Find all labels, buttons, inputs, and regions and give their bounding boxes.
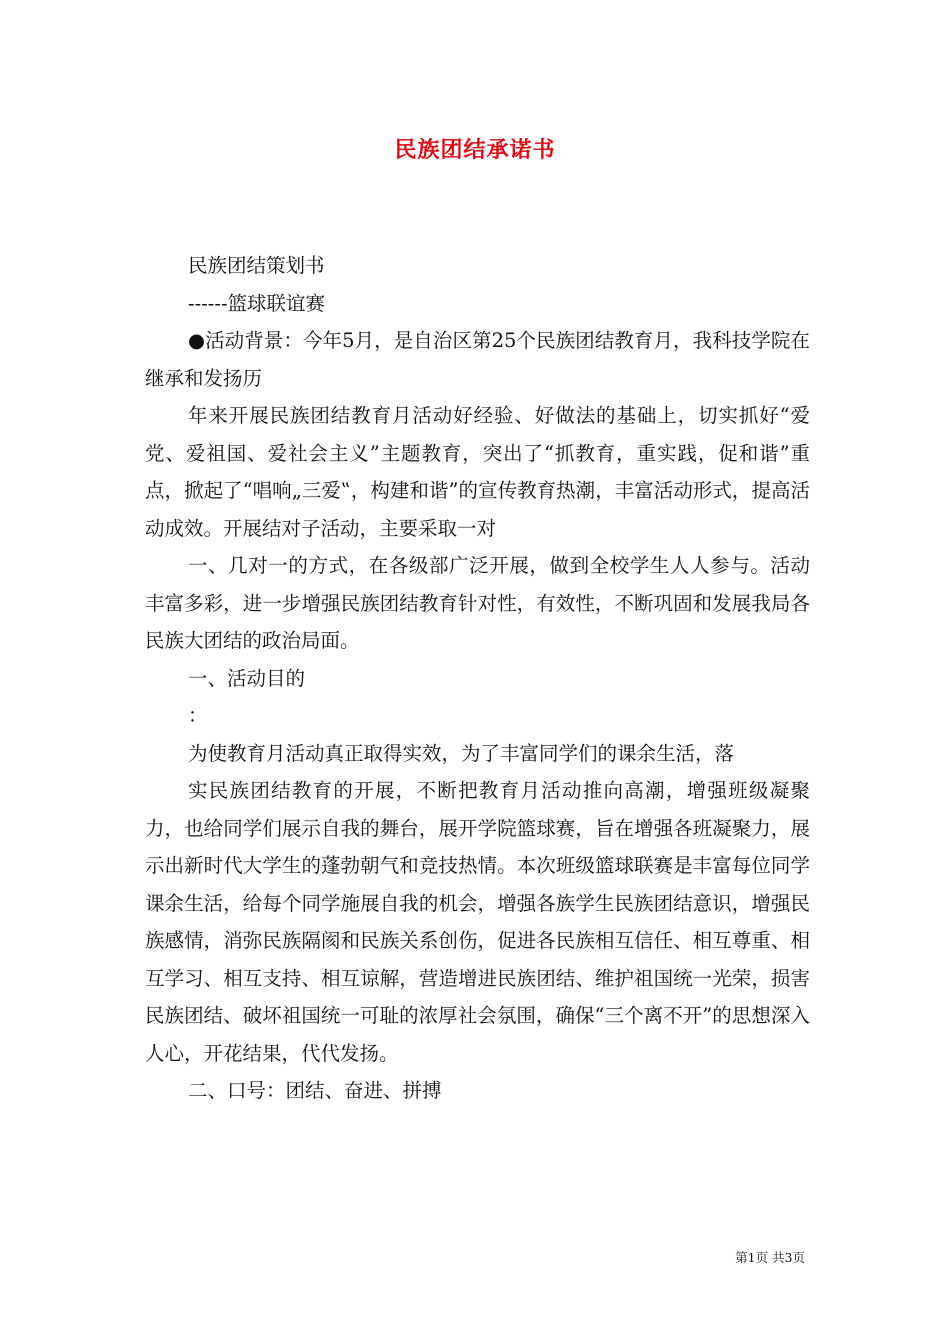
page-number: 第1页 共3页 xyxy=(735,1250,805,1265)
paragraph-purpose-intro: 为使教育月活动真正取得实效，为了丰富同学们的课余生活，落 xyxy=(188,741,735,765)
paragraph-background-continued: 年来开展民族团结教育月活动好经验、好做法的基础上，切实抓好“爱党、爱祖国、爱社会主义”主题教育，突出了“抓教育，重实践，促和谐”重点，掀起了“唱响„三爱‟，构建和谐”的宣传教育热潮，丰富活动形式，提高活动成效。开展结对子活动，主要采取一对 xyxy=(145,404,810,540)
document-title: 民族团结承诺书 xyxy=(394,137,556,163)
paragraph-pairing-method: 一、几对一的方式，在各级部广泛开展，做到全校学生人人参与。活动丰富多彩，进一步增强民族团结教育针对性，有效性，不断巩固和发展我局各民族大团结的政治局面。 xyxy=(145,554,810,652)
paragraph-subtitle: ------篮球联谊赛 xyxy=(188,291,326,315)
paragraph-colon: ： xyxy=(188,704,208,727)
paragraph-purpose-body: 实民族团结教育的开展，不断把教育月活动推向高潮，增强班级凝聚力，也给同学们展示自我的舞台，展开学院篮球赛，旨在增强各班凝聚力，展示出新时代大学生的蓬勃朝气和竞技热情。本次班级篮球联赛是丰富每位同学课余生活，给每个同学施展自我的机会，增强各族学生民族团结意识，增强民族感情，消弥民族隔阂和民族关系创伤，促进各民族相互信任、相互尊重、相互学习、相互支持、相互谅解，营造增进民族团结、维护祖国统一光荣，损害民族团结、破坏祖国统一可耻的浓厚社会氛围，确保“三个离不开”的思想深入人心，开花结果，代代发扬。 xyxy=(145,779,810,1065)
section-heading-slogan: 二、口号：团结、奋进、拼搏 xyxy=(188,1079,442,1102)
section-heading-purpose: 一、活动目的 xyxy=(188,666,306,690)
paragraph-plan-title: 民族团结策划书 xyxy=(188,254,325,277)
paragraph-background: ●活动背景：今年5月，是自治区第25个民族团结教育月，我科技学院在继承和发扬历 xyxy=(145,329,810,390)
document-body xyxy=(145,247,810,1110)
